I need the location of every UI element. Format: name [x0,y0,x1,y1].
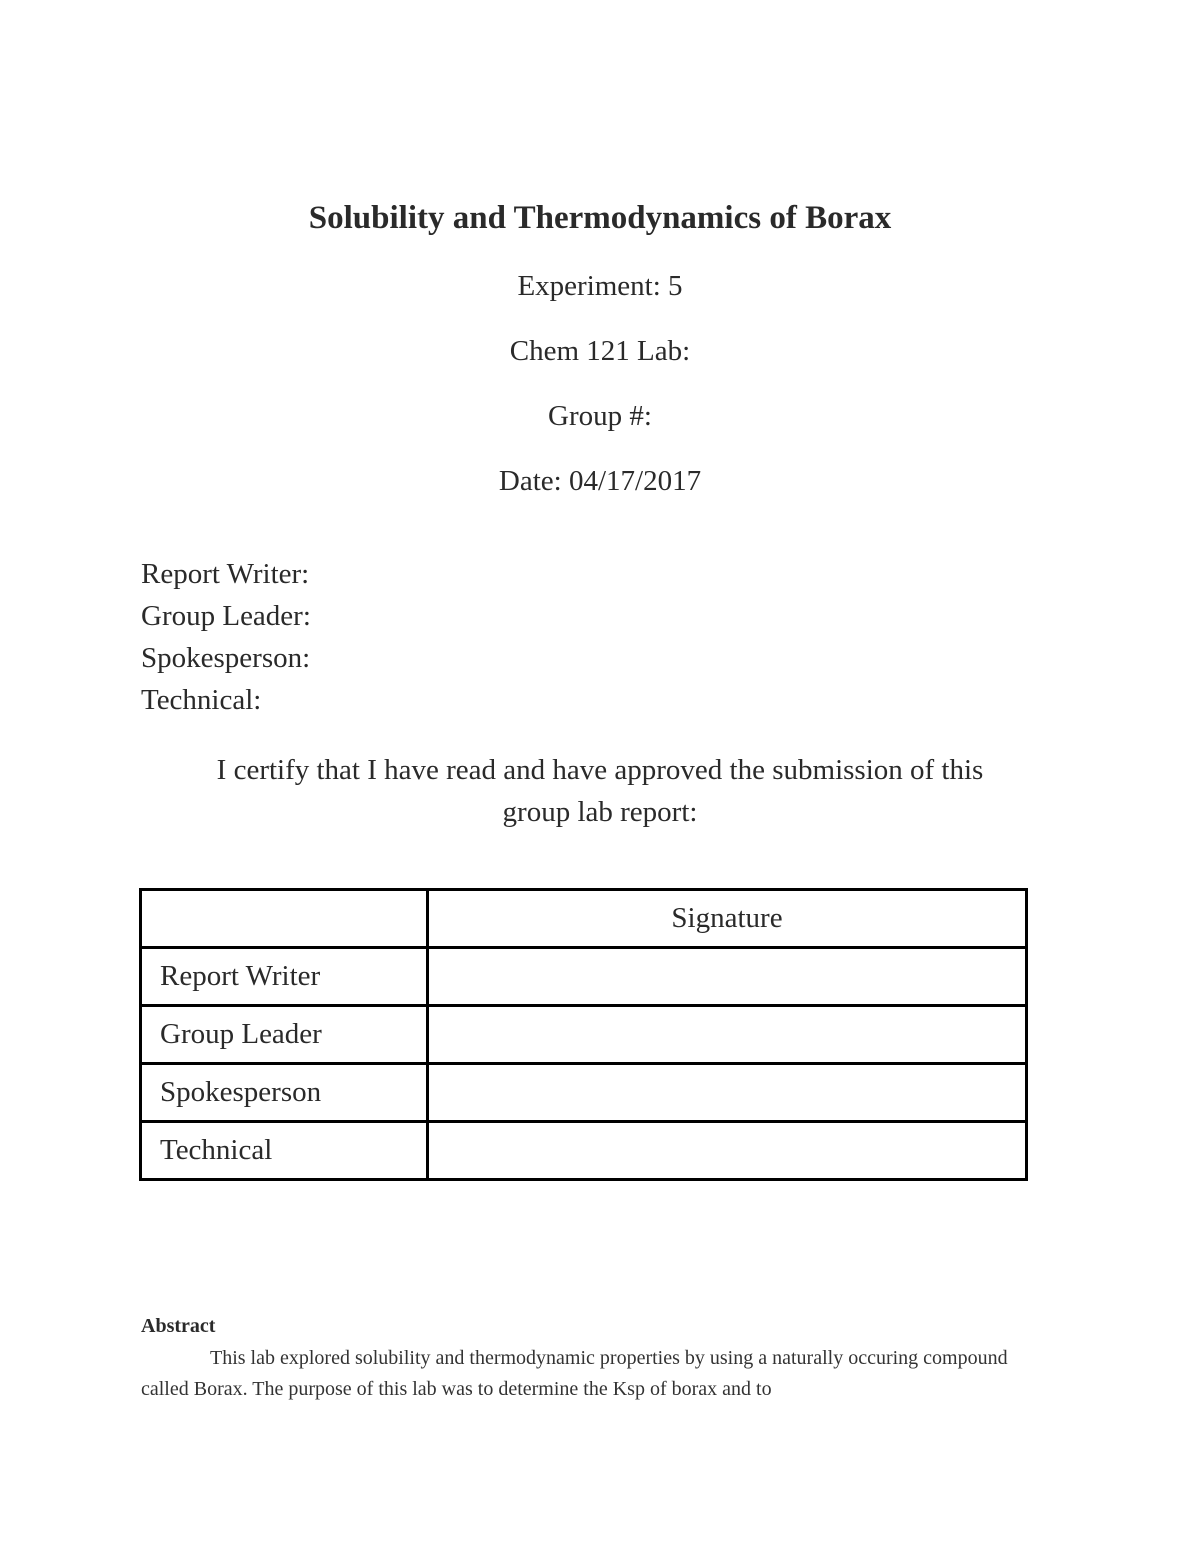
certification-line-1: I certify that I have read and have approved the submission of this [216,754,984,786]
role-group-leader: Group Leader: [141,600,311,632]
role-spokesperson: Spokesperson: [141,642,311,674]
header-signature: Signature [428,890,1027,948]
table-row [141,948,1027,1006]
table-row [141,1064,1027,1122]
table-row [141,1006,1027,1064]
header-blank-cell [141,890,428,948]
role-technical: Technical: [141,684,262,716]
role-report-writer: Report Writer: [141,558,310,590]
abstract-text: This lab explored solubility and thermodynamic properties by using a naturally occuring compound called Borax. The purpose of this lab was to determine the Ksp of borax and to [141,1347,1008,1400]
signature-table-header [141,890,1027,948]
signature-cell[interactable] [428,1064,1027,1122]
row-role: Report Writer [141,948,428,1006]
experiment-number: Experiment: 5 [517,270,683,302]
role-list [141,553,311,721]
signature-table [139,888,1028,1181]
group-number: Group #: [548,400,652,432]
course-label: Chem 121 Lab: [509,335,691,367]
signature-cell[interactable] [428,1006,1027,1064]
page-title: Solubility and Thermodynamics of Borax [308,200,892,236]
report-date: Date: 04/17/2017 [498,465,702,497]
table-row [141,1122,1027,1180]
row-role: Group Leader [141,1006,428,1064]
certification-statement [170,749,1030,833]
certification-line-2: group lab report: [502,796,698,828]
abstract-heading: Abstract [141,1315,216,1337]
signature-cell[interactable] [428,1122,1027,1180]
row-role: Technical [141,1122,428,1180]
signature-cell[interactable] [428,948,1027,1006]
row-role: Spokesperson [141,1064,428,1122]
